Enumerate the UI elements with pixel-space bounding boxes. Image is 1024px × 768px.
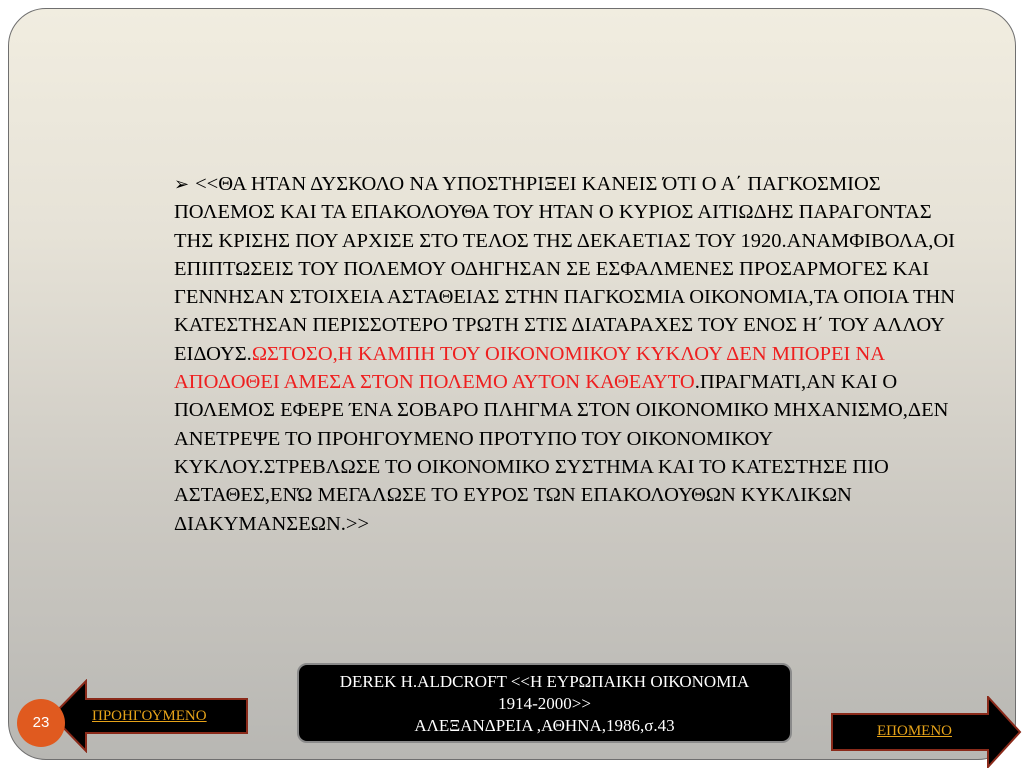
- citation-line-2: 1914-2000>>: [498, 694, 591, 713]
- quote-highlight: ΩΣΤΟΣΟ,Η ΚΑΜΠΗ ΤΟΥ ΟΙΚΟΝΟΜΙΚΟΥ ΚΥΚΛΟΥ ΔΕΝ ΜΠΟΡΕΙ ΝΑ ΑΠΟΔΟΘΕΙ ΑΜΕΣΑ ΣΤΟΝ ΠΟΛΕΜΟ ΑΥΤΟΝ ΚΑΘΕΑΥΤΟ: [174, 342, 884, 394]
- quote-part-2: .ΠΡΑΓΜΑΤΙ,ΑΝ ΚΑΙ Ο ΠΟΛΕΜΟΣ ΕΦΕΡΕ ΈΝΑ ΣΟΒΑΡΟ ΠΛΗΓΜΑ ΣΤΟΝ ΟΙΚΟΝΟΜΙΚΟ ΜΗΧΑΝΙΣΜΟ,ΔΕΝ ΑΝΕΤΡΕΨΕ ΤΟ ΠΡΟΗΓΟΥΜΕΝΟ ΠΡΟΤΥΠΟ ΤΟΥ ΟΙΚΟΝΟΜΙΚΟΥ ΚΥΚΛΟΥ.ΣΤΡΕΒΛΩΣΕ ΤΟ ΟΙΚΟΝΟΜΙΚΟ ΣΥΣΤΗΜΑ ΚΑΙ ΤΟ ΚΑΤΕΣΤΗΣΕ ΠΙΟ ΑΣΤΑΘΕΣ,ΕΝΏ ΜΕΓΑΛΩΣΕ ΤΟ ΕΥΡΟΣ ΤΩΝ ΕΠΑΚΟΛΟΥΘΩΝ ΚΥΚΛΙΚΩΝ ΔΙΑΚΥΜΑΝΣΕΩΝ.>>: [174, 371, 949, 535]
- previous-button[interactable]: [50, 679, 250, 753]
- page-number-badge: 23: [17, 699, 65, 747]
- quote-part-1: <<ΘΑ ΗΤΑΝ ΔΥΣΚΟΛΟ ΝΑ ΥΠΟΣΤΗΡΙΞΕΙ ΚΑΝΕΙΣ ΌΤΙ Ο Α΄ ΠΑΓΚΟΣΜΙΟΣ ΠΟΛΕΜΟΣ ΚΑΙ ΤΑ ΕΠΑΚΟΛΟΥΘΑ ΤΟΥ ΗΤΑΝ Ο ΚΥΡΙΟΣ ΑΙΤΙΩΔΗΣ ΠΑΡΑΓΟΝΤΑΣ ΤΗΣ ΚΡΙΣΗΣ ΠΟΥ ΑΡΧΙΣΕ ΣΤΟ ΤΕΛΟΣ ΤΗΣ ΔΕΚΑΕΤΙΑΣ ΤΟΥ 1920.ΑΝΑΜΦΙΒΟΛΑ,ΟΙ ΕΠΙΠΤΩΣΕΙΣ ΤΟΥ ΠΟΛΕΜΟΥ ΟΔΗΓΗΣΑΝ ΣΕ ΕΣΦΑΛΜΕΝΕΣ ΠΡΟΣΑΡΜΟΓΕΣ ΚΑΙ ΓΕΝΝΗΣΑΝ ΣΤΟΙΧΕΙΑ ΑΣΤΑΘΕΙΑΣ ΣΤΗΝ ΠΑΓΚΟΣΜΙΑ ΟΙΚΟΝΟΜΙΑ,ΤΑ ΟΠΟΙΑ ΤΗΝ ΚΑΤΕΣΤΗΣΑΝ ΠΕΡΙΣΣΟΤΕΡΟ ΤΡΩΤΗ ΣΤΙΣ ΔΙΑΤΑΡΑΧΕΣ ΤΟΥ ΕΝΟΣ Η΄ ΤΟΥ ΑΛΛΟΥ ΕΙΔΟΥΣ.: [174, 173, 956, 365]
- next-button[interactable]: [830, 696, 1022, 768]
- previous-label[interactable]: ΠΡΟΗΓΟΥΜΕΝΟ: [92, 708, 207, 724]
- citation-line-1: DEREK H.ALDCROFT <<Η ΕΥΡΩΠΑΙΚΗ ΟΙΚΟΝΟΜΙΑ: [339, 672, 750, 691]
- citation-line-3: ΑΛΕΞΑΝΔΡΕΙΑ ,ΑΘΗΝΑ,1986,σ.43: [414, 716, 675, 735]
- citation-box: [297, 663, 792, 743]
- next-label[interactable]: ΕΠΟΜΕΝΟ: [877, 723, 952, 739]
- arrow-bullet-icon: ➢: [174, 174, 190, 194]
- quote-paragraph: [174, 170, 974, 538]
